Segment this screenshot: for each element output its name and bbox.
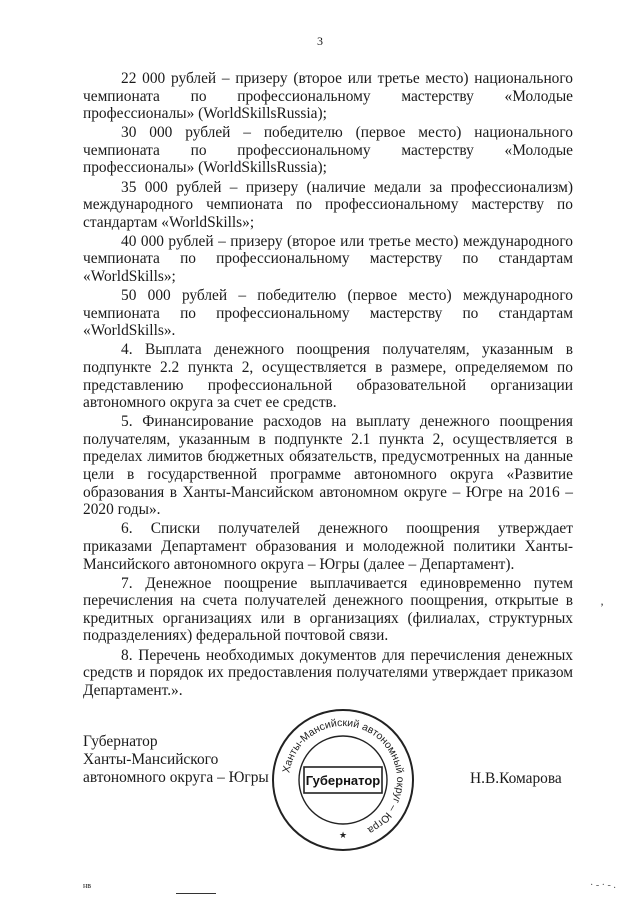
seal-center-text: Губернатор — [305, 773, 381, 788]
prize-paragraph-50000: 50 000 рублей – победителю (первое место) международного чемпионата по профессиональному мастерству по стандартам «WorldSkills». — [83, 287, 573, 340]
prize-paragraph-30000: 30 000 рублей – победителю (первое место) национального чемпионата по профессиональному мастерству «Молодые профессионалы» (WorldSkillsRussia); — [83, 124, 573, 177]
signature-region-line: Ханты-Мансийского — [83, 751, 219, 768]
clause-5-paragraph: 5. Финансирование расходов на выплату денежного поощрения получателям, указанным в подпункте 2.1 пункта 2, осуществляется в пределах лимитов бюджетных обязательств, предусмотренных на данные цели в государственной программе автономного округа «Развитие образования в Ханты-Мансийском автономном округе – Югре на 2016 – 2020 годы». — [83, 413, 573, 519]
prize-paragraph-22000: 22 000 рублей – призеру (второе или третье место) национального чемпионата по профессиональному мастерству «Молодые профессионалы» (WorldSkillsRussia); — [83, 70, 573, 123]
seal-ring-text: Ханты-Мансийский автономный округ – Югра — [280, 716, 407, 837]
footer-code: нв — [83, 881, 92, 890]
signer-name: Н.В.Комарова — [470, 770, 562, 787]
footer-edge-mark: · - · - . — [590, 880, 616, 891]
bottom-scan-line — [176, 893, 216, 894]
signature-block — [83, 733, 269, 787]
signature-district-line: автономного округа – Югры — [83, 769, 269, 786]
signature-title: Губернатор — [83, 733, 158, 750]
clause-8-paragraph: 8. Перечень необходимых документов для перечисления денежных средств и порядок их предоставления получателями утверждает приказом Департамент.». — [83, 646, 573, 699]
clause-6-paragraph: 6. Списки получателей денежного поощрения утверждает приказами Департамент образования и молодежной политики Ханты-Мансийского автономного округа – Югры (далее – Департамент). — [83, 520, 573, 573]
page-number: 3 — [317, 34, 323, 48]
official-seal — [268, 705, 418, 855]
margin-tick-mark: ’ — [600, 600, 604, 614]
seal-star: ★ — [338, 831, 348, 841]
prize-paragraph-40000: 40 000 рублей – призеру (второе или третье место) международного чемпионата по профессиональному мастерству по стандартам «WorldSkills»; — [83, 232, 573, 286]
clause-4-paragraph: 4. Выплата денежного поощрения получателям, указанным в подпункте 2.2 пункта 2, осуществляется в размере, определяемом по представлению профессиональной образовательной организации автономного округа за счет ее средств. — [83, 341, 573, 412]
prize-paragraph-35000: 35 000 рублей – призеру (наличие медали за профессионализм) международного чемпионата по профессиональному мастерству по стандартам «WorldSkills»; — [83, 178, 573, 231]
clause-7-paragraph: 7. Денежное поощрение выплачивается единовременно путем перечисления на счета получателей денежного поощрения, открытые в кредитных организациях или в организациях (филиалах, структурных подразделениях) федеральной почтовой связи. — [83, 574, 573, 645]
document-body — [83, 70, 573, 701]
